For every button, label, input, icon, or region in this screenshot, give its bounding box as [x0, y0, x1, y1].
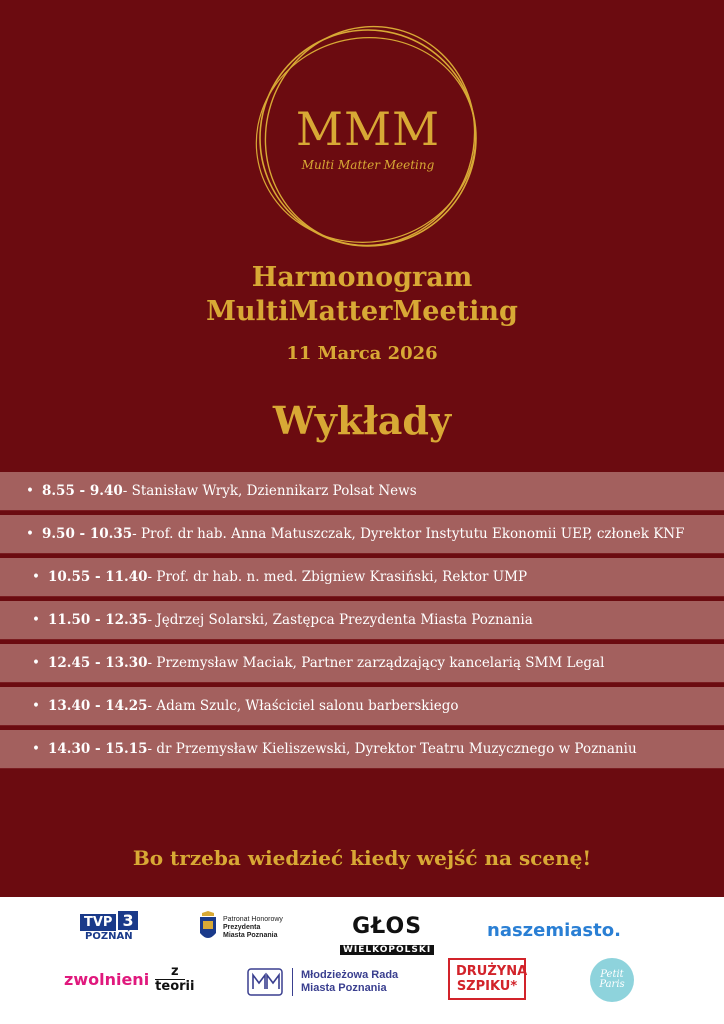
- city-crest-icon: [198, 911, 218, 945]
- tvp-poznan-logo: [80, 911, 138, 942]
- tagline: Bo trzeba wiedzieć kiedy wejść na scenę!: [132, 846, 592, 870]
- zwolnieni-teorii: teorii: [155, 979, 195, 994]
- schedule-time: 9.50 - 10.35: [41, 526, 133, 542]
- zwolnieni-name: zwolnieni: [64, 970, 150, 989]
- zwolnieni-z: z: [171, 964, 179, 979]
- schedule-time: 10.55 - 11.40: [47, 569, 148, 585]
- mrmp-emblem-icon: [246, 967, 284, 997]
- bullet-icon: •: [32, 569, 40, 585]
- schedule-description: - Jędrzej Solarski, Zastępca Prezydenta Miasta Poznania: [147, 612, 533, 628]
- bullet-icon: •: [32, 698, 40, 714]
- schedule-list: [0, 472, 724, 773]
- glos-sub: WIELKOPOLSKI: [340, 945, 434, 955]
- bullet-icon: •: [32, 655, 40, 671]
- event-date: 11 Marca 2026: [286, 343, 438, 364]
- mrmp-line2: Miasta Poznania: [301, 982, 387, 994]
- schedule-time: 11.50 - 12.35: [47, 612, 148, 628]
- bullet-icon: •: [26, 526, 34, 542]
- schedule-row: [0, 472, 724, 511]
- patron-line2: Prezydenta: [223, 924, 261, 931]
- mrmp-logo: [246, 967, 398, 997]
- schedule-time: 12.45 - 13.30: [47, 655, 148, 671]
- tvp-brand: TVP: [80, 914, 116, 931]
- schedule-row: [0, 687, 724, 726]
- glos-wielkopolski-logo: [340, 914, 434, 956]
- schedule-description: - Prof. dr hab. Anna Matuszczak, Dyrektor Instytutu Ekonomii UEP, członek KNF: [132, 526, 685, 542]
- petit-line1: Petit: [600, 969, 624, 980]
- schedule-time: 13.40 - 14.25: [47, 698, 148, 714]
- schedule-description: - Stanisław Wryk, Dziennikarz Polsat News: [122, 483, 417, 499]
- divider: [292, 968, 293, 996]
- mmm-logo: [252, 22, 484, 254]
- logo-text: MMM: [295, 102, 441, 156]
- page-title-line2: MultiMatterMeeting: [206, 296, 518, 327]
- druzyna-line2: SZPIKU: [456, 979, 511, 994]
- patron-logo: [198, 911, 283, 945]
- schedule-row: [0, 558, 724, 597]
- schedule-time: 14.30 - 15.15: [47, 741, 148, 757]
- schedule-row: [0, 644, 724, 683]
- naszemiasto-logo: [487, 920, 621, 941]
- schedule-description: - Przemysław Maciak, Partner zarządzający kancelarią SMM Legal: [147, 655, 605, 671]
- logo-subtitle: Multi Matter Meeting: [301, 158, 435, 172]
- druzyna-line1: DRUŻYNA: [456, 964, 528, 979]
- schedule-row: [0, 601, 724, 640]
- patron-line3: Miasta Poznania: [223, 932, 278, 939]
- page-title-line1: Harmonogram: [251, 262, 473, 293]
- tvp-city: POZNAŃ: [85, 931, 133, 942]
- patron-line1: Patronat Honorowy: [223, 916, 283, 923]
- schedule-description: - Adam Szulc, Właściciel salonu barberskiego: [147, 698, 459, 714]
- mrmp-line1: Młodzieżowa Rada: [301, 969, 399, 981]
- star-icon: *: [510, 979, 518, 994]
- petit-line2: Paris: [599, 979, 625, 990]
- bullet-icon: •: [32, 741, 40, 757]
- schedule-description: - Prof. dr hab. n. med. Zbigniew Krasiński, Rektor UMP: [147, 569, 528, 585]
- section-title: Wykłady: [272, 398, 452, 443]
- sponsor-footer: [0, 897, 724, 1024]
- schedule-row: [0, 730, 724, 769]
- bullet-icon: •: [26, 483, 34, 499]
- bullet-icon: •: [32, 612, 40, 628]
- glos-name: GŁOS: [352, 914, 423, 939]
- schedule-row: [0, 515, 724, 554]
- naszemiasto-name: naszemiasto.: [487, 920, 621, 941]
- schedule-description: - dr Przemysław Kieliszewski, Dyrektor Teatru Muzycznego w Poznaniu: [147, 741, 637, 757]
- petit-paris-logo: [590, 958, 634, 1002]
- zwolnieni-z-teorii-logo: [64, 965, 194, 994]
- schedule-time: 8.55 - 9.40: [41, 483, 123, 499]
- tvp-number: 3: [118, 911, 137, 930]
- druzyna-szpiku-logo: [448, 958, 526, 1000]
